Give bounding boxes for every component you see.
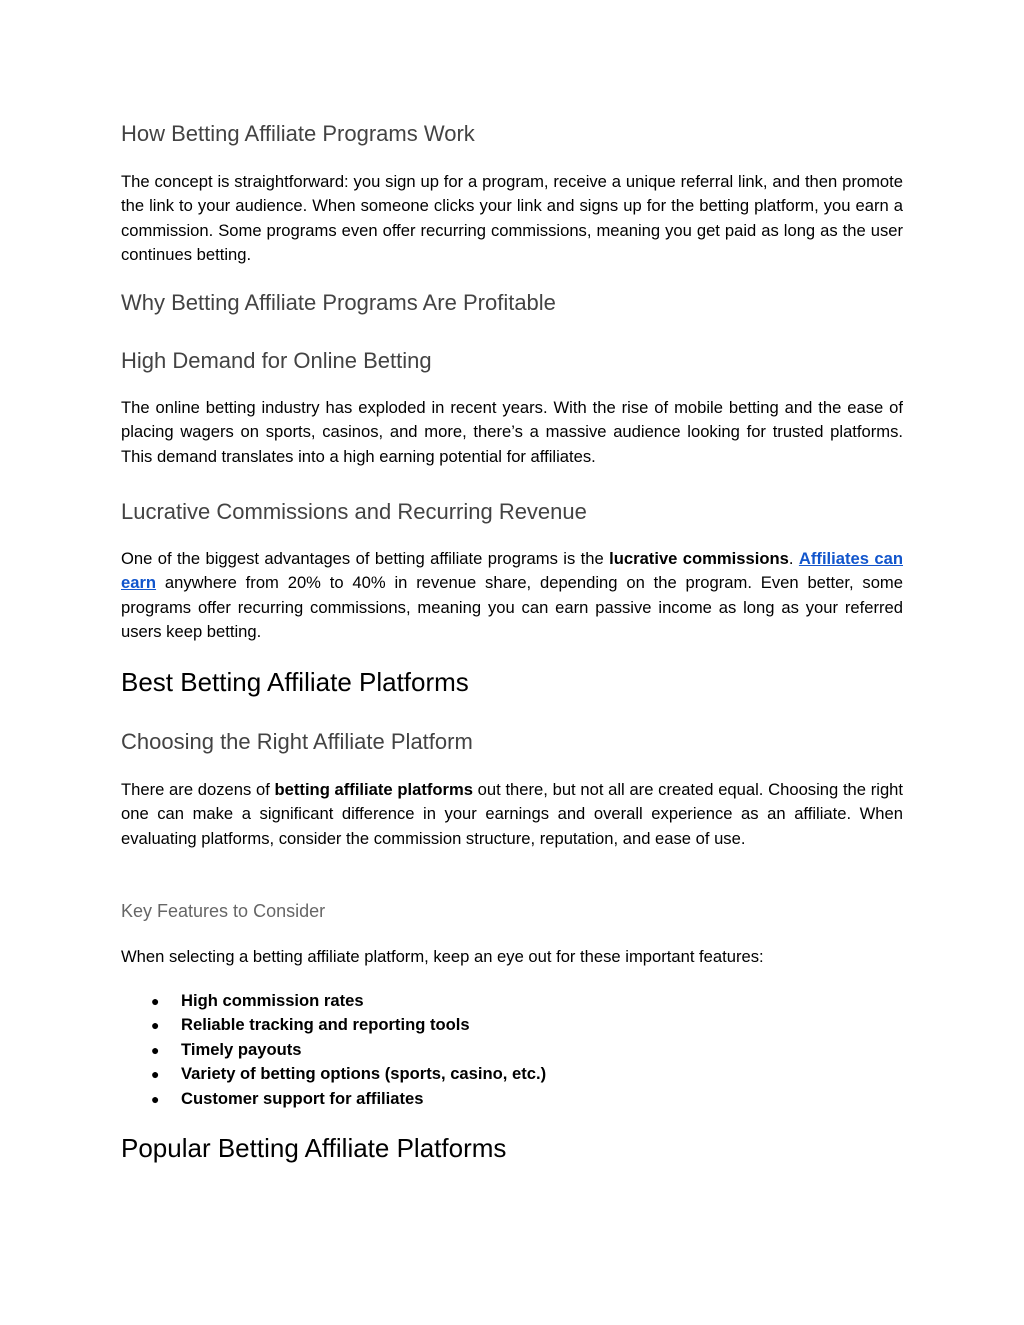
list-item-text: Timely payouts bbox=[181, 1039, 302, 1059]
heading-lucrative-commissions: Lucrative Commissions and Recurring Revenue bbox=[121, 499, 587, 524]
list-item bbox=[121, 1038, 903, 1062]
lucrative-text-end: anywhere from 20% to 40% in revenue share, depending on the program. Even better, some programs offer recurring commissions, meaning you can earn passive income as long as your referred users keep betting. bbox=[121, 573, 903, 642]
list-item-text: Reliable tracking and reporting tools bbox=[181, 1015, 470, 1035]
bullet-icon: ● bbox=[151, 993, 160, 1009]
heading-high-demand: High Demand for Online Betting bbox=[121, 348, 432, 373]
lucrative-text-start: One of the biggest advantages of betting affiliate programs is the bbox=[121, 549, 610, 568]
lucrative-bold: lucrative commissions bbox=[609, 549, 789, 568]
choosing-text-start: There are dozens of bbox=[121, 780, 275, 799]
list-item bbox=[121, 1013, 903, 1037]
heading-choosing-platform: Choosing the Right Affiliate Platform bbox=[121, 729, 473, 754]
bullet-icon: ● bbox=[151, 1041, 160, 1058]
choosing-bold: betting affiliate platforms bbox=[274, 780, 473, 799]
features-list bbox=[121, 989, 903, 1111]
heading-best-platforms: Best Betting Affiliate Platforms bbox=[121, 667, 469, 697]
paragraph-lucrative-commissions bbox=[121, 547, 903, 645]
paragraph-high-demand: The online betting industry has exploded in recent years. With the rise of mobile betting and the ease of placing wagers on sports, casinos, and more, there’s a massive audience looking for trusted platforms. This demand translates into a high earning potential for affiliates. bbox=[121, 398, 903, 466]
heading-how-programs-work: How Betting Affiliate Programs Work bbox=[121, 121, 475, 146]
affiliates-can-earn-link[interactable]: Affiliates can earn bbox=[121, 549, 903, 593]
list-item bbox=[121, 1062, 903, 1086]
lucrative-dot: . bbox=[788, 549, 794, 568]
bullet-icon: ● bbox=[151, 1090, 160, 1107]
list-item-text: Customer support for affiliates bbox=[181, 1088, 424, 1108]
bullet-icon: ● bbox=[151, 1066, 160, 1083]
list-item bbox=[121, 989, 903, 1013]
paragraph-how-programs-work: The concept is straightforward: you sign up for a program, receive a unique referral link, and then promote the link to your audience. When someone clicks your link and signs up for the betting platform, you earn a commission. Some programs even offer recurring commissions, meaning you get paid as long as the user continues betting. bbox=[121, 172, 903, 265]
paragraph-choosing-platform bbox=[121, 778, 903, 851]
choosing-text-end: out there, but not all are created equal. Choosing the right one can make a significant difference in your earnings and overall experience as an affiliate. When evaluating platforms, consider the commission structure, reputation, and ease of use. bbox=[121, 780, 904, 848]
heading-key-features: Key Features to Consider bbox=[121, 901, 326, 921]
paragraph-features-intro: When selecting a betting affiliate platform, keep an eye out for these important features: bbox=[121, 947, 764, 966]
list-item-text: Variety of betting options (sports, casino, etc.) bbox=[181, 1064, 547, 1084]
heading-popular-platforms: Popular Betting Affiliate Platforms bbox=[121, 1133, 507, 1163]
bullet-icon: ● bbox=[151, 1017, 160, 1034]
list-item bbox=[121, 1087, 903, 1111]
list-item-text: High commission rates bbox=[181, 991, 364, 1010]
heading-why-profitable: Why Betting Affiliate Programs Are Profitable bbox=[121, 290, 556, 315]
